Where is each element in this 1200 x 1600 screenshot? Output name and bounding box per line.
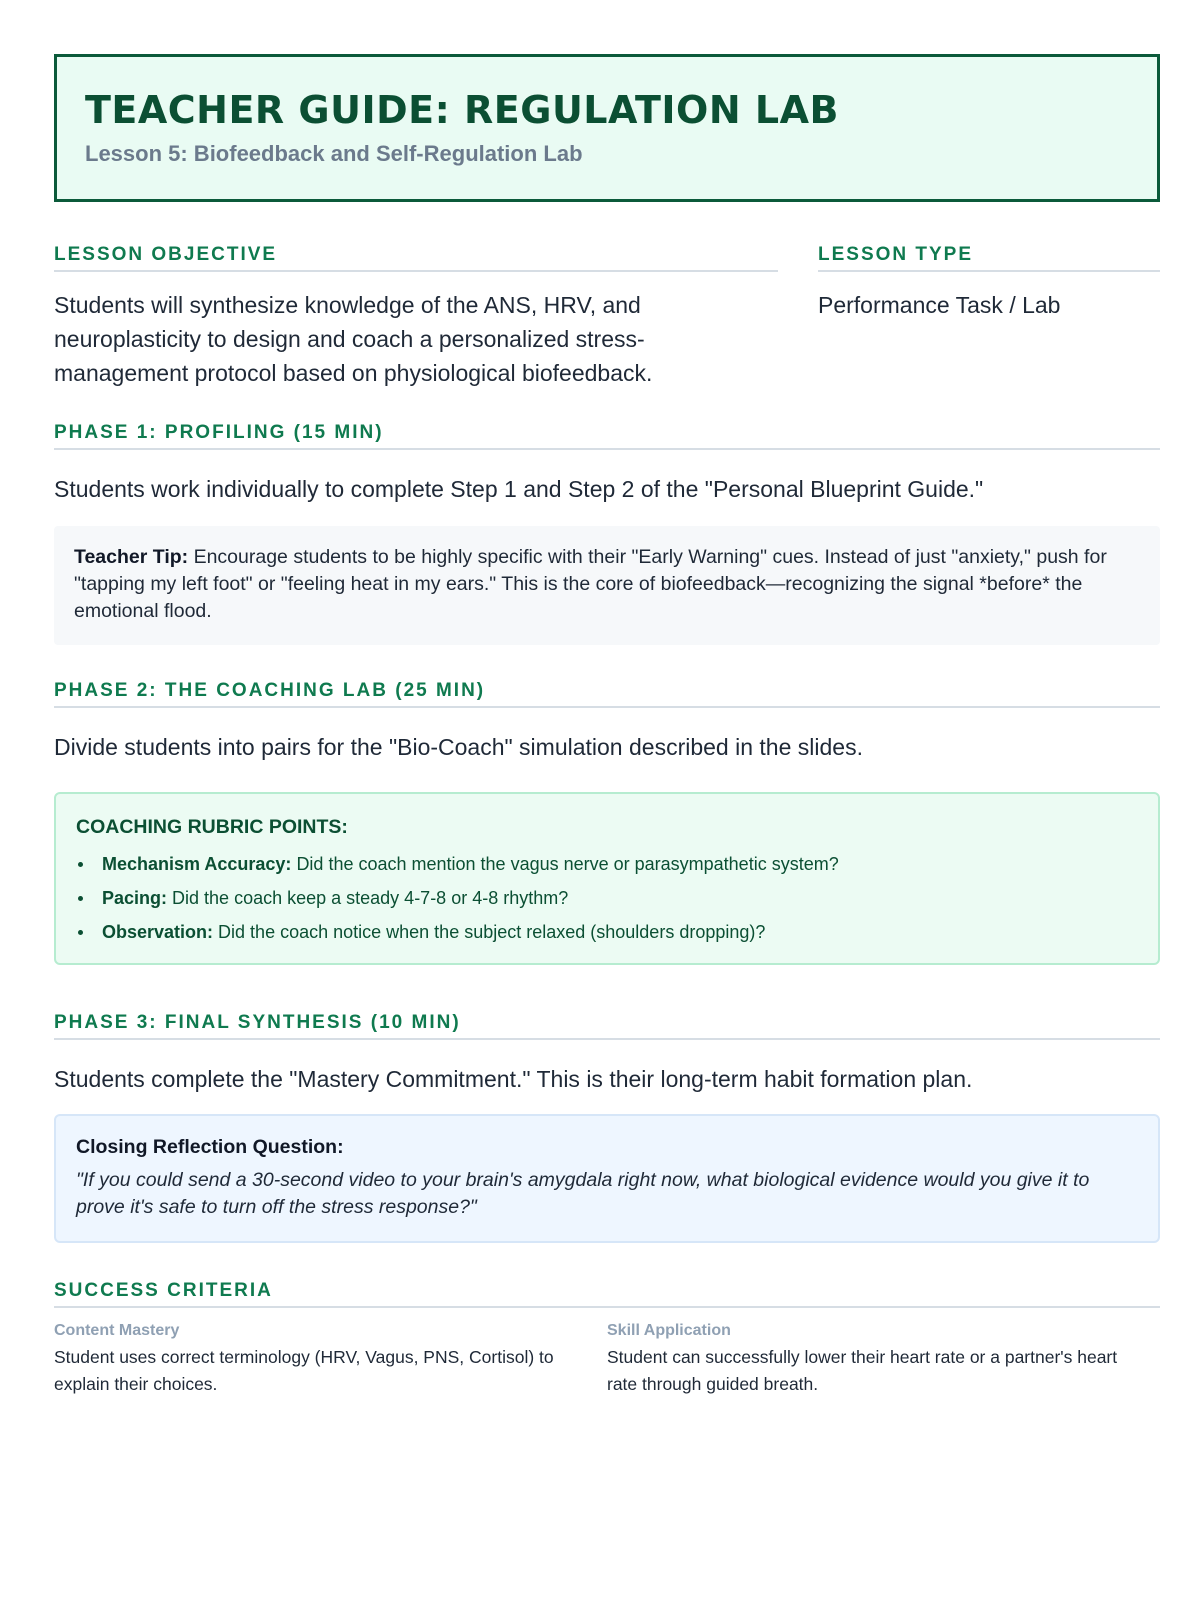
rubric-title: COACHING RUBRIC POINTS: [76, 816, 348, 838]
phase-3-text: Students complete the "Mastery Commitment." This is their long-term habit formation plan. [54, 1066, 973, 1092]
rubric-item-text: Did the coach notice when the subject relaxed (shoulders dropping)? [218, 922, 766, 942]
rubric-list [76, 853, 1138, 943]
lesson-objective-section [54, 244, 778, 390]
header-box [54, 54, 1160, 202]
coaching-rubric-box [54, 792, 1160, 965]
success-criteria-section [54, 1280, 1160, 1398]
rubric-item [76, 853, 1138, 875]
success-criteria-heading: SUCCESS CRITERIA [54, 1280, 1160, 1308]
phase-1-text: Students work individually to complete Step 1 and Step 2 of the "Personal Blueprint Guide." [54, 476, 984, 502]
lesson-objective-text: Students will synthesize knowledge of the ANS, HRV, and neuroplasticity to design and coach a personalized stress-management protocol based on physiological biofeedback. [54, 292, 653, 386]
teacher-tip-text: Encourage students to be highly specific with their "Early Warning" cues. Instead of just "anxiety," push for "tapping my left foot" or "feeling heat in my ears." This is the core of biofeedback—recognizing the signal *before* the emotional flood. [74, 546, 1107, 622]
phase-3-section [54, 1012, 1160, 1243]
closing-reflection-box [54, 1114, 1160, 1243]
rubric-item-label: Mechanism Accuracy: [102, 854, 292, 874]
criteria-columns [54, 1322, 1160, 1398]
phase-1-section [54, 422, 1160, 645]
rubric-item [76, 921, 1138, 943]
teacher-tip-box [54, 526, 1160, 645]
page-subtitle: Lesson 5: Biofeedback and Self-Regulation Lab [85, 141, 583, 166]
lesson-type-text: Performance Task / Lab [818, 292, 1061, 318]
bullet-icon [78, 930, 83, 935]
lesson-objective-heading: LESSON OBJECTIVE [54, 244, 778, 272]
rubric-item [76, 887, 1138, 909]
phase-2-section [54, 680, 1160, 965]
bullet-icon [78, 862, 83, 867]
rubric-item-label: Pacing: [102, 888, 168, 908]
phase-2-text: Divide students into pairs for the "Bio-Coach" simulation described in the slides. [54, 734, 863, 760]
phase-2-heading: PHASE 2: THE COACHING LAB (25 MIN) [54, 680, 1160, 708]
bullet-icon [78, 896, 83, 901]
lesson-type-heading: LESSON TYPE [818, 244, 1160, 272]
rubric-item-label: Observation: [102, 922, 214, 942]
criterion-skill-application [607, 1322, 1160, 1398]
reflection-quote: "If you could send a 30-second video to your brain's amygdala right now, what biological evidence would you give it to prove it's safe to turn off the stress response?" [76, 1169, 1090, 1218]
lesson-type-section [818, 244, 1160, 322]
phase-1-heading: PHASE 1: PROFILING (15 MIN) [54, 422, 1160, 450]
teacher-tip-label: Teacher Tip: [74, 546, 189, 568]
criterion-text: Student can successfully lower their heart rate or a partner's heart rate through guided breath. [607, 1347, 1118, 1394]
rubric-item-text: Did the coach keep a steady 4-7-8 or 4-8 rhythm? [172, 888, 569, 908]
criterion-label: Content Mastery [54, 1322, 180, 1339]
criterion-label: Skill Application [607, 1322, 731, 1339]
page-title: TEACHER GUIDE: REGULATION LAB [85, 88, 839, 132]
phase-3-heading: PHASE 3: FINAL SYNTHESIS (10 MIN) [54, 1012, 1160, 1040]
rubric-item-text: Did the coach mention the vagus nerve or parasympathetic system? [296, 854, 839, 874]
criterion-text: Student uses correct terminology (HRV, Vagus, PNS, Cortisol) to explain their choices. [54, 1347, 554, 1394]
criterion-content-mastery [54, 1322, 607, 1398]
reflection-title: Closing Reflection Question: [76, 1136, 344, 1158]
